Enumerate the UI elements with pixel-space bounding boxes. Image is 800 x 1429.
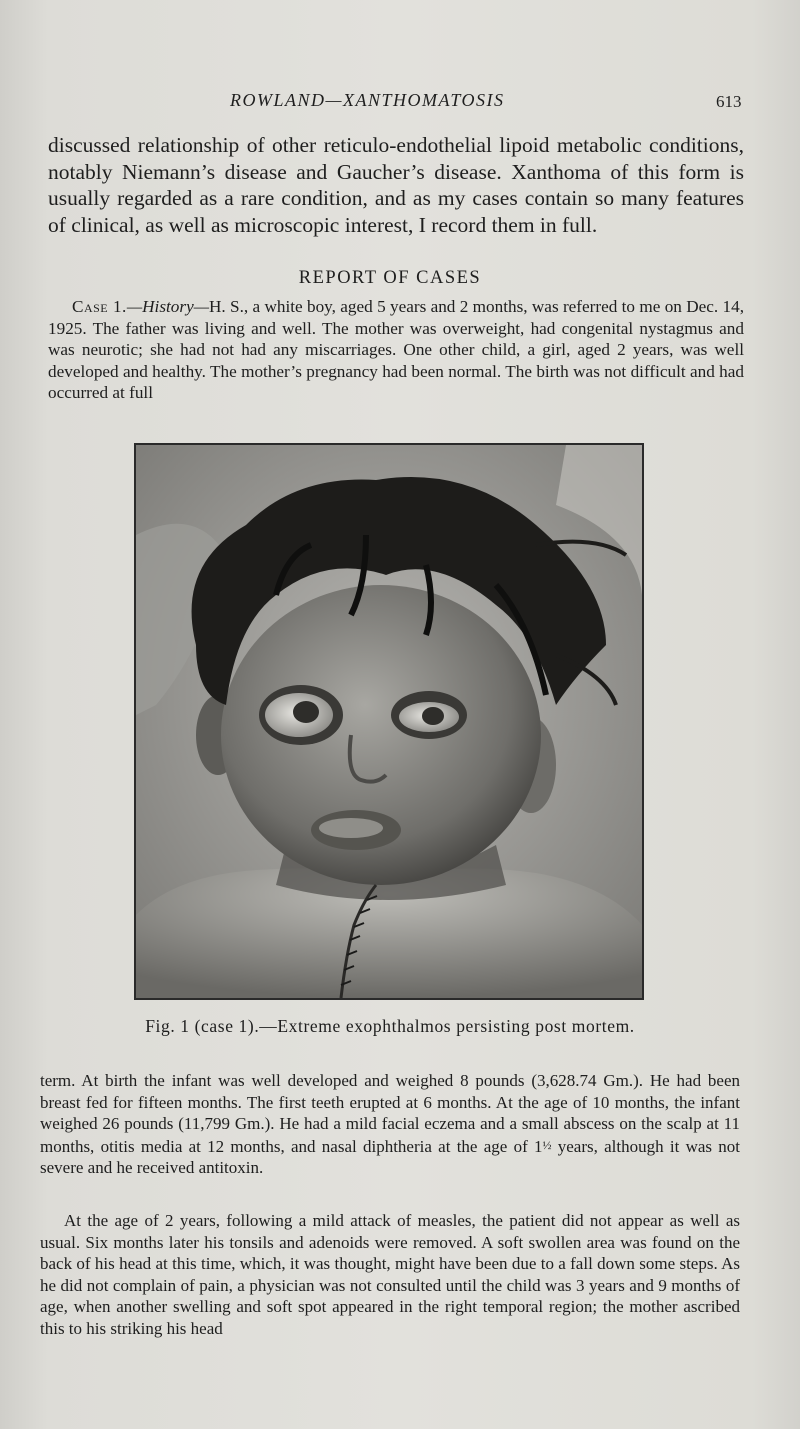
case-1-text: H. S., a white boy, aged 5 years and 2 months, was referred to me on Dec. 14, 1925. The father was living and well. The mother was overweight, had congenital nystagmus and was neurotic; she had not had any miscarriages. One other child, a girl, aged 2 years, was well developed and healthy. The mother’s pregnancy had been normal. The birth was not difficult and had occurred at full — [48, 297, 744, 403]
body-paragraph-1-part-b: years, although it was not severe and he received antitoxin. — [40, 1136, 741, 1177]
case-label: Case 1. — [72, 297, 127, 316]
figure-1-photograph — [134, 443, 644, 1000]
patient-photo-illustration — [136, 445, 642, 998]
intro-paragraph: discussed relationship of other reticulo-endothelial lipoid metabolic conditions, notably Niemann’s disease and Gaucher’s disease. Xanthoma of this form is usually regarded as a rare condition, and as my cases contain so many features of clinical, as well as microscopic interest, I record them in full. — [48, 133, 744, 237]
running-head — [0, 90, 800, 114]
page-number: 613 — [716, 92, 742, 111]
body-paragraph-1-part-a: term. At birth the infant was well developed and weighed 8 pounds (3,628.74 Gm.). He had been breast fed for fifteen months. The first teeth erupted at 6 months. At the age of 10 months, the infant weighed 26 pounds (11,799 Gm.). He had a mild facial eczema and a small abscess on the scalp at 11 months, otitis media at 12 months, and nasal diphtheria at the age of 1 — [40, 1071, 740, 1156]
section-heading: REPORT OF CASES — [298, 268, 482, 288]
running-head-title: ROWLAND—XANTHOMATOSIS — [230, 90, 505, 110]
case-1-paragraph — [48, 296, 744, 404]
figure-caption: Fig. 1 (case 1).—Extreme exophthalmos persisting post mortem. — [145, 1016, 635, 1036]
body-paragraph-1 — [40, 1070, 740, 1179]
fraction-half: ½ — [542, 1137, 552, 1152]
body-paragraph-2: At the age of 2 years, following a mild attack of measles, the patient did not appear as well as usual. Six months later his tonsils and adenoids were removed. A soft swollen area was found on the back of his head at this time, which, it was thought, might have been due to a fall down some steps. As he did not complain of pain, a physician was not consulted until the child was 3 years and 9 months of age, when another swelling and soft spot appeared in the right temporal region; the mother ascribed this to his striking his head — [40, 1211, 740, 1338]
history-label: —History— — [126, 297, 209, 316]
